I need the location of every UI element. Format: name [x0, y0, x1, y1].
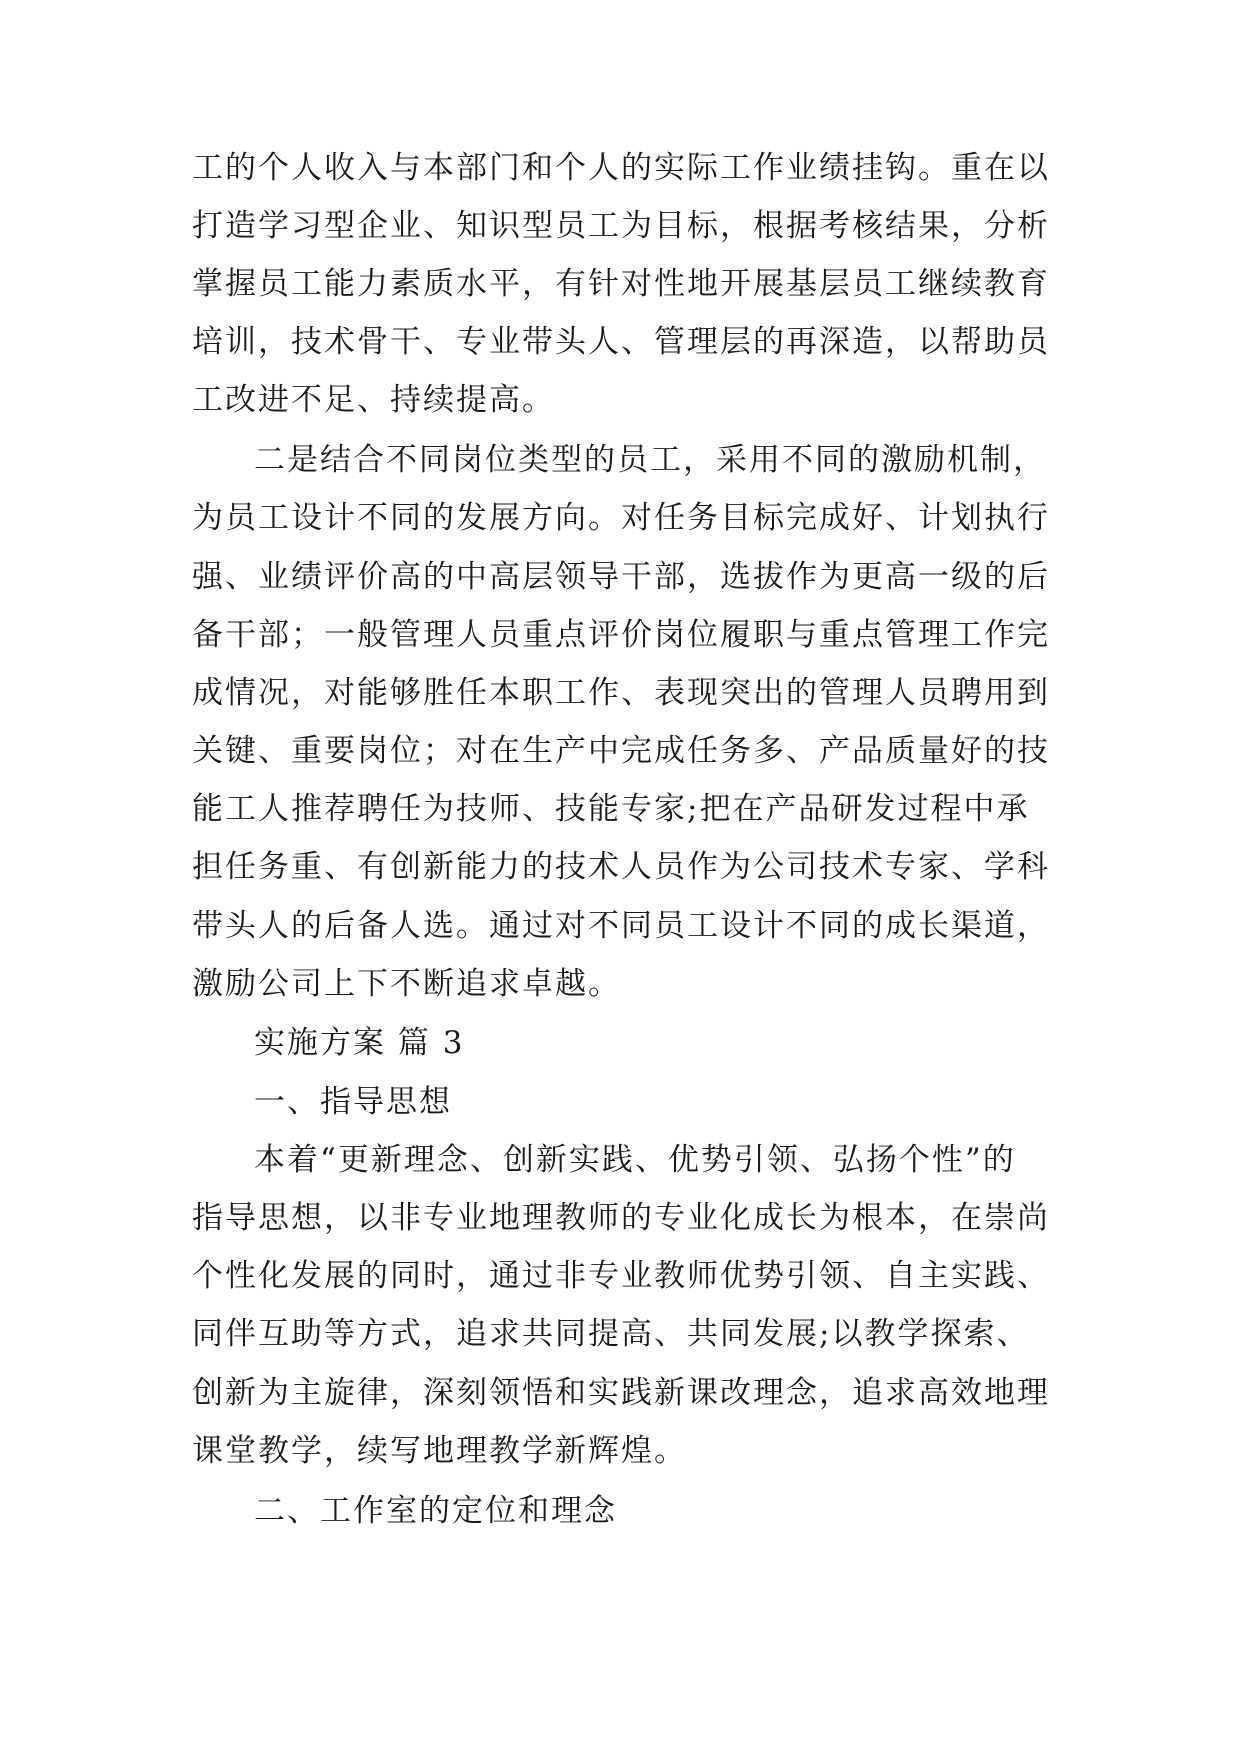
paragraph-line: 同伴互助等方式，追求共同提高、共同发展;以教学探索、	[192, 1316, 1030, 1352]
paragraph-line: 激励公司上下不断追求卓越。	[192, 966, 621, 1002]
section-heading: 一、指导思想	[254, 1084, 452, 1120]
paragraph-line: 工的个人收入与本部门和个人的实际工作业绩挂钩。重在以	[192, 150, 1050, 186]
section-heading: 二、工作室的定位和理念	[254, 1493, 617, 1529]
paragraph-line: 担任务重、有创新能力的技术人员作为公司技术专家、学科	[192, 849, 1050, 885]
paragraph-line: 为员工设计不同的发展方向。对任务目标完成好、计划执行	[192, 500, 1050, 536]
paragraph-line: 课堂教学，续写地理教学新辉煌。	[192, 1433, 687, 1469]
paragraph-line: 指导思想，以非专业地理教师的专业化成长为根本，在崇尚	[192, 1200, 1050, 1236]
paragraph-line: 二是结合不同岗位类型的员工，采用不同的激励机制，	[254, 442, 1046, 478]
paragraph-line: 成情况，对能够胜任本职工作、表现突出的管理人员聘用到	[192, 675, 1050, 711]
paragraph-line: 强、业绩评价高的中高层领导干部，选拔作为更高一级的后	[192, 559, 1050, 595]
paragraph-line: 工改进不足、持续提高。	[192, 382, 555, 418]
paragraph-line: 关键、重要岗位；对在生产中完成任务多、产品质量好的技	[192, 733, 1050, 769]
paragraph-line: 能工人推荐聘任为技师、技能专家;把在产品研发过程中承	[192, 791, 1030, 827]
paragraph-line: 带头人的后备人选。通过对不同员工设计不同的成长渠道，	[192, 908, 1050, 944]
paragraph-line: 培训，技术骨干、专业带头人、管理层的再深造，以帮助员	[192, 324, 1050, 360]
paragraph-line: 本着“更新理念、创新实践、优势引领、弘扬个性”的	[254, 1142, 1016, 1178]
section-heading: 实施方案 篇 3	[254, 1025, 465, 1061]
paragraph-line: 创新为主旋律，深刻领悟和实践新课改理念，追求高效地理	[192, 1375, 1050, 1411]
paragraph-line: 个性化发展的同时，通过非专业教师优势引领、自主实践、	[192, 1258, 1050, 1294]
paragraph-line: 掌握员工能力素质水平，有针对性地开展基层员工继续教育	[192, 266, 1050, 302]
paragraph-line: 打造学习型企业、知识型员工为目标，根据考核结果，分析	[192, 208, 1050, 244]
paragraph-line: 备干部；一般管理人员重点评价岗位履职与重点管理工作完	[192, 617, 1050, 653]
